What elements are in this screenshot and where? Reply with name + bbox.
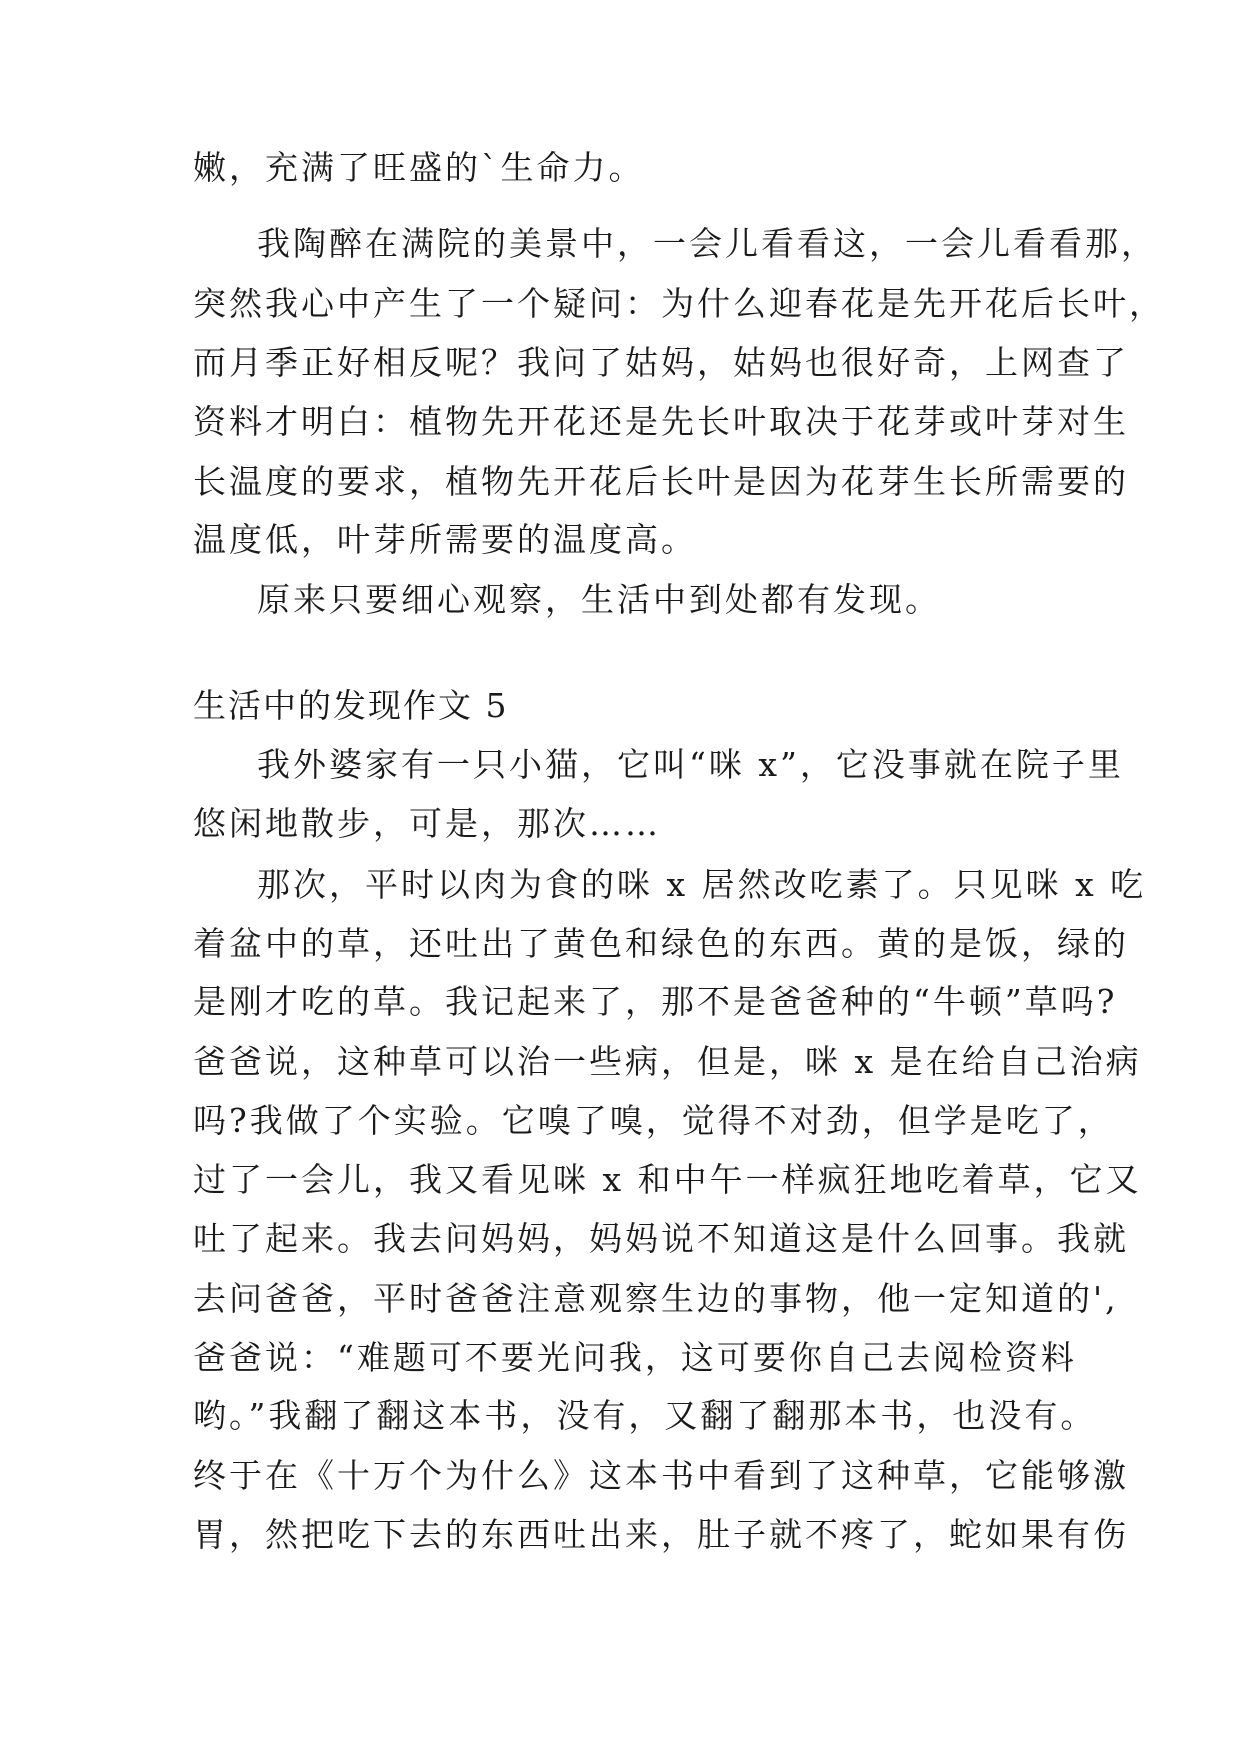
paragraph-line: 悠闲地散步，可是，那次…… (193, 804, 661, 843)
section-heading: 生活中的发现作文 5 (193, 686, 509, 725)
paragraph-line: 是刚才吃的草。我记起来了，那不是爸爸种的“牛顿”草吗? (193, 982, 1118, 1021)
paragraph-line: 原来只要细心观察，生活中到处都有发现。 (257, 580, 941, 619)
paragraph-line: 温度低，叶芽所需要的温度高。 (193, 520, 697, 559)
paragraph-line: 去问爸爸，平时爸爸注意观察生边的事物，他一定知道的', (193, 1279, 1119, 1318)
paragraph-line: 而月季正好相反呢？我问了姑妈，姑妈也很好奇，上网查了 (193, 343, 1129, 382)
paragraph-line: 胃，然把吃下去的东西吐出来，肚子就不疼了，蛇如果有伤 (193, 1515, 1129, 1554)
paragraph-line: 那次，平时以肉为食的咪 x 居然改吃素了。只见咪 x 吃 (257, 865, 1147, 904)
paragraph-line: 爸爸说，这种草可以治一些病，但是，咪 x 是在给自己治病 (193, 1042, 1142, 1081)
paragraph-line: 哟。”我翻了翻这本书，没有，又翻了翻那本书，也没有。 (193, 1396, 1097, 1435)
paragraph-line: 吐了起来。我去问妈妈，妈妈说不知道这是什么回事。我就 (193, 1219, 1129, 1258)
paragraph-line: 长温度的要求，植物先开花后长叶是因为花芽生长所需要的 (193, 462, 1129, 501)
paragraph-line: 突然我心中产生了一个疑问：为什么迎春花是先开花后长叶， (193, 284, 1165, 323)
paragraph-line: 终于在《十万个为什么》这本书中看到了这种草，它能够激 (193, 1456, 1129, 1495)
paragraph-line: 我陶醉在满院的美景中，一会儿看看这，一会儿看看那， (257, 224, 1157, 263)
paragraph-line: 着盆中的草，还吐出了黄色和绿色的东西。黄的是饭，绿的 (193, 924, 1129, 963)
paragraph-line: 资料才明白：植物先开花还是先长叶取决于花芽或叶芽对生 (193, 402, 1129, 441)
paragraph-line: 爸爸说：“难题可不要光问我，这可要你自己去阅检资料 (193, 1338, 1077, 1377)
paragraph-line: 嫩，充满了旺盛的`生命力。 (193, 148, 645, 187)
paragraph-line: 我外婆家有一只小猫，它叫“咪 x”，它没事就在院子里 (257, 745, 1124, 784)
paragraph-line: 过了一会儿，我又看见咪 x 和中午一样疯狂地吃着草，它又 (193, 1160, 1142, 1199)
paragraph-line: 吗?我做了个实验。它嗅了嗅，觉得不对劲，但学是吃了， (193, 1101, 1114, 1140)
